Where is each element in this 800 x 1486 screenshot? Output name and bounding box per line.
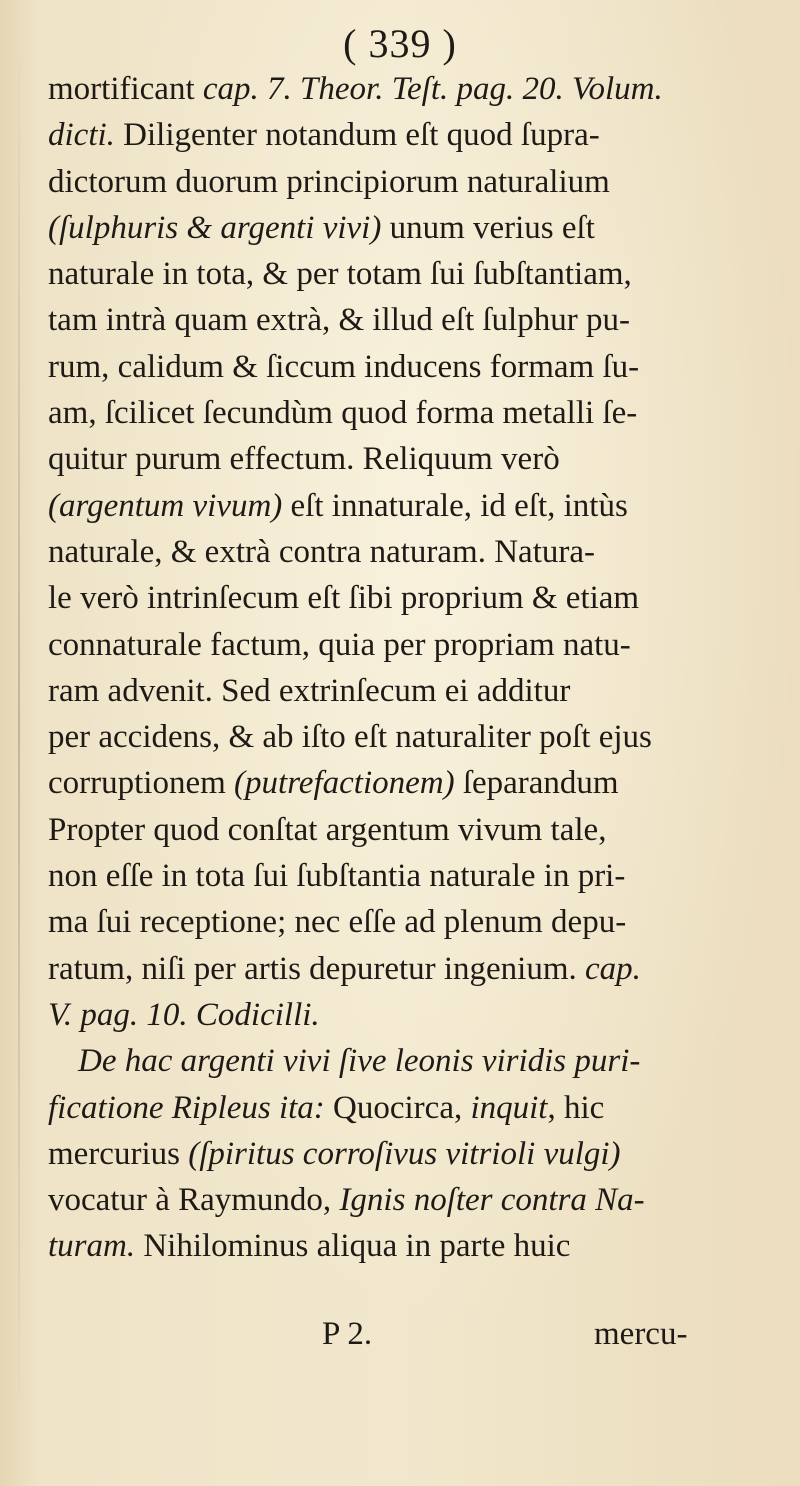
text-run: rum, calidum & ſiccum inducens formam ſu-: [48, 348, 640, 385]
text-line: [48, 159, 768, 205]
text-run: ram advenit. Sed extrinſecum ei additur: [48, 672, 571, 709]
text-line: [48, 1177, 768, 1223]
text-run: Propter quod conſtat argentum vivum tale,: [48, 811, 607, 848]
text-run: eſt innaturale, id eſt, intùs: [282, 487, 628, 524]
text-line: [48, 575, 768, 621]
text-run: Quocirca,: [324, 1089, 471, 1126]
text-line: [48, 344, 768, 390]
text-run: ma ſui receptione; nec eſſe ad plenum depu-: [48, 904, 627, 941]
text-run: ſeparandum: [454, 765, 619, 802]
text-line: [48, 1131, 768, 1177]
text-run: quitur purum effectum. Reliquum verò: [48, 441, 560, 478]
text-line: [48, 483, 768, 529]
text-line: [48, 807, 768, 853]
text-line: [48, 760, 768, 806]
text-run: naturale, & extrà contra naturam. Natura-: [48, 533, 595, 570]
italic-run: inquit: [470, 1089, 548, 1126]
text-line: [48, 622, 768, 668]
text-line: [48, 668, 768, 714]
text-line: [48, 529, 768, 575]
italic-run: V. pag. 10. Codicilli.: [48, 996, 320, 1033]
italic-run: (ſpiritus corroſivus vitrioli vulgi): [188, 1135, 621, 1172]
italic-run: dicti.: [48, 117, 115, 154]
text-line: [48, 992, 768, 1038]
text-run: naturale in tota, & per totam ſui ſubſtantiam,: [48, 256, 632, 293]
text-line: [48, 297, 768, 343]
text-run: non eſſe in tota ſui ſubſtantia naturale in pri-: [48, 858, 626, 895]
text-run: tam intrà quam extrà, & illud eſt ſulphur pu-: [48, 302, 630, 339]
text-line: [48, 112, 768, 158]
italic-run: (putrefactionem): [234, 765, 455, 802]
text-line: [48, 853, 768, 899]
text-run: unum verius eſt: [381, 209, 595, 246]
body-text: [48, 66, 768, 1270]
text-run: mortificant: [48, 71, 203, 107]
text-run: le verò intrinſecum eſt ſibi proprium & etiam: [48, 580, 640, 617]
italic-run: cap.: [585, 950, 641, 987]
italic-run: (argentum vivum): [48, 487, 283, 524]
italic-run: (ſulphuris & argenti vivi): [48, 209, 382, 246]
text-run: am, ſcilicet ſecundùm quod forma metalli ſe-: [48, 395, 638, 432]
text-line: [48, 714, 768, 760]
page-number: ( 339 ): [343, 21, 457, 66]
page-footer: [0, 1316, 800, 1362]
text-line: [48, 251, 768, 297]
text-line: [48, 205, 768, 251]
text-run: connaturale factum, quia per propriam natu-: [48, 626, 631, 663]
text-line: [48, 1085, 768, 1131]
italic-run: ficatione Ripleus ita:: [48, 1089, 325, 1126]
gutter-shadow: [18, 40, 20, 1420]
text-line: [48, 1223, 768, 1269]
italic-run: turam.: [48, 1228, 136, 1265]
text-line: [48, 66, 768, 112]
italic-run: De hac argenti vivi ſive leonis viridis puri-: [78, 1043, 641, 1080]
text-line: [48, 946, 768, 992]
text-run: ratum, niſi per artis depuretur ingenium.: [48, 950, 586, 987]
catchword: mercu-: [594, 1316, 688, 1352]
text-run: vocatur à Raymundo,: [48, 1182, 340, 1219]
italic-run: Ignis noſter contra Na-: [339, 1182, 645, 1219]
italic-run: cap. 7. Theor. Teſt. pag. 20. Volum.: [202, 71, 663, 107]
text-line: [48, 436, 768, 482]
text-run: corruptionem: [48, 765, 235, 802]
text-line: [48, 390, 768, 436]
text-run: dictorum duorum principiorum naturalium: [48, 163, 610, 200]
text-run: , hic: [547, 1089, 605, 1126]
text-line: [48, 1038, 768, 1084]
text-run: per accidens, & ab iſto eſt naturaliter poſt ejus: [48, 719, 652, 756]
text-run: Diligenter notandum eſt quod ſupra-: [114, 117, 600, 154]
text-run: mercurius: [48, 1135, 189, 1172]
signature-mark: P 2.: [322, 1316, 373, 1352]
text-line: [48, 899, 768, 945]
text-run: Nihilominus aliqua in parte huic: [135, 1228, 571, 1265]
